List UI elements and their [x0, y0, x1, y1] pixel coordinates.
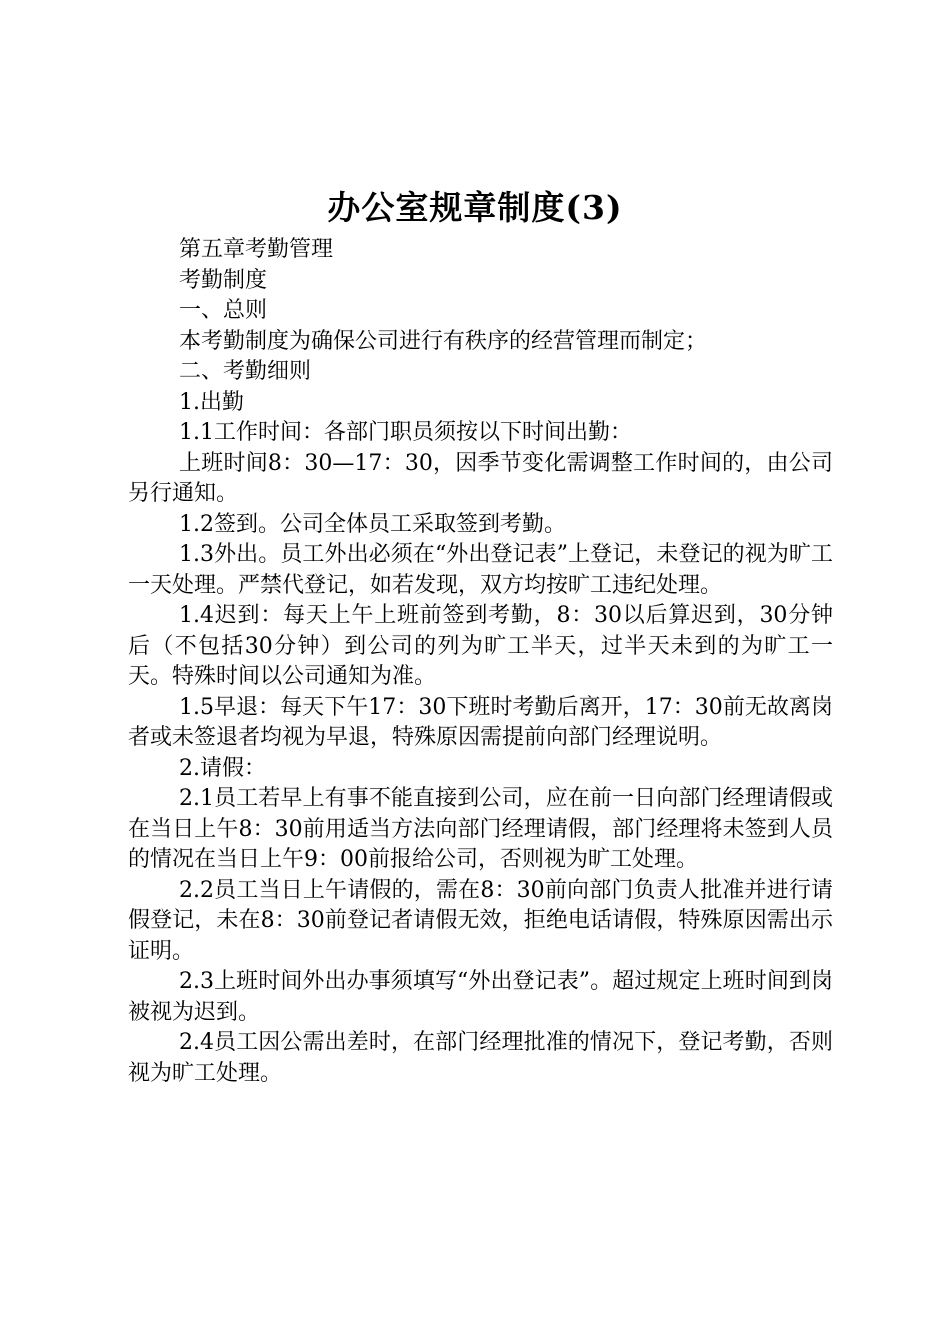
paragraph-chapter-heading: 第五章考勤管理 [179, 237, 334, 262]
document-title: 办公室规章制度(3) [327, 188, 623, 227]
paragraph-out-registration: 2.3上班时间外出办事须填写“外出登记表”。超过规定上班时间到岗被视为迟到。 [128, 969, 833, 1025]
paragraph-leave-heading: 2.请假： [179, 755, 266, 781]
paragraph-section-title: 考勤制度 [179, 267, 268, 293]
paragraph-leave-request: 2.1员工若早上有事不能直接到公司，应在前一日向部门经理请假或在当日上午8：30前用适当方法向部门经理请假，部门经理将未签到人员的情况在当日上午9：00前报给公司，否则视为旷工处理。 [128, 786, 833, 872]
paragraph-working-hours: 1.1工作时间：各部门职员须按以下时间出勤： [179, 420, 632, 445]
paragraph-business-trip: 2.4员工因公需出差时，在部门经理批准的情况下，登记考勤，否则视为旷工处理。 [128, 1030, 833, 1086]
paragraph-general-heading: 一、总则 [179, 298, 268, 323]
paragraph-attendance-heading: 1.出勤 [179, 389, 244, 415]
paragraph-late: 1.4迟到：每天上午上班前签到考勤，8：30以后算迟到，30分钟后（不包括30分钟）到公司的列为旷工半天，过半天未到的为旷工一天。特殊时间以公司通知为准。 [128, 603, 833, 689]
paragraph-morning-leave: 2.2员工当日上午请假的，需在8：30前向部门负责人批准并进行请假登记，未在8：30前登记者请假无效，拒绝电话请假，特殊原因需出示证明。 [128, 877, 833, 964]
paragraph-office-hours: 上班时间8：30—17：30，因季节变化需调整工作时间的，由公司另行通知。 [128, 450, 833, 506]
paragraph-early-leave: 1.5早退：每天下午17：30下班时考勤后离开，17：30前无故离岗者或未签退者均视为早退，特殊原因需提前向部门经理说明。 [128, 694, 833, 750]
paragraph-sign-in: 1.2签到。公司全体员工采取签到考勤。 [179, 511, 566, 537]
paragraph-going-out: 1.3外出。员工外出必须在“外出登记表”上登记，未登记的视为旷工一天处理。严禁代登记，如若发现，双方均按旷工违纪处理。 [128, 542, 833, 598]
document-body [128, 235, 833, 1089]
paragraph-rules-heading: 二、考勤细则 [179, 359, 312, 384]
paragraph-purpose: 本考勤制度为确保公司进行有秩序的经营管理而制定； [179, 328, 708, 354]
